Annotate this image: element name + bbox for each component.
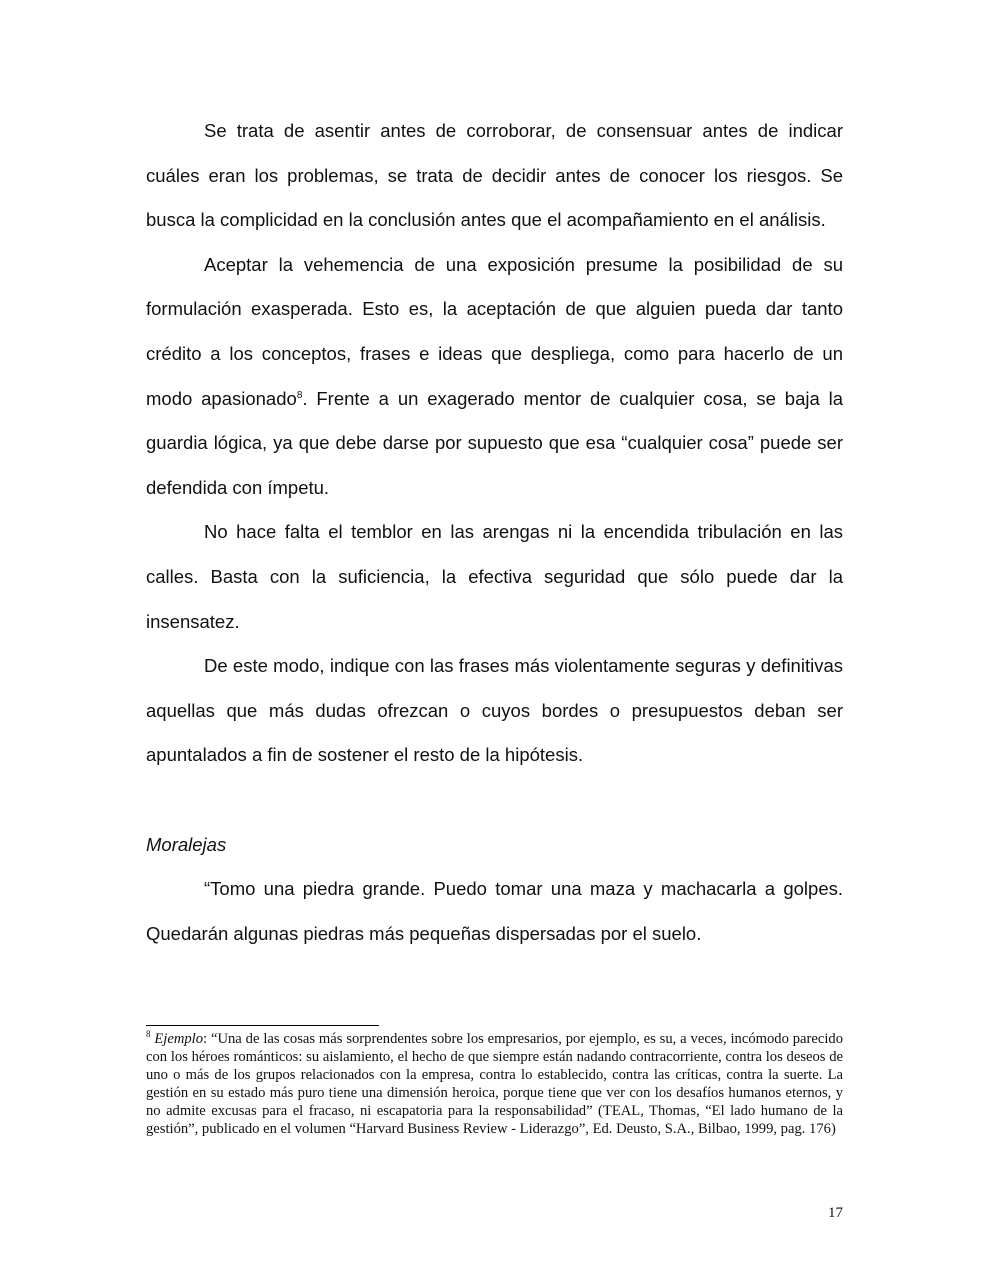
- paragraph-3-text: No hace falta el temblor en las arengas ni la encendida tribulación en las calles. Basta con la suficiencia, la efectiva seguridad que sólo puede dar la insensatez.: [146, 521, 843, 632]
- footnote-reference[interactable]: 8: [296, 389, 303, 401]
- section-heading: Moralejas: [146, 833, 227, 855]
- paragraph-2: [146, 243, 843, 511]
- quote-text: “Tomo una piedra grande. Puedo tomar una maza y machacarla a golpes. Quedarán algunas piedras más pequeñas dispersadas por el suelo.: [146, 878, 843, 944]
- body-text: [146, 109, 843, 956]
- page-number: 17: [828, 1205, 843, 1221]
- paragraph-3: [146, 510, 843, 644]
- paragraph-4: [146, 644, 843, 778]
- quote-paragraph: [146, 867, 843, 956]
- footnote-text: : “Una de las cosas más sorprendentes sobre los empresarios, por ejemplo, es su, a veces, incómodo parecido con los héroes románticos: su aislamiento, el hecho de que siempre están nadando contracorriente, contra los deseos de uno o más de los grupos relacionados con la empresa, contra lo establecido, contra las críticas, contra la suerte. La gestión en su estado más puro tiene una dimensión heroica, porque tiene que ver con los desafíos humanos eternos, y no admite excusas para el fracaso, ni escapatoria para la responsabilidad” (TEAL, Thomas, “El lado humano de la gestión”, publicado en el volumen “Harvard Business Review - Liderazgo”, Ed. Deusto, S.A., Bilbao, 1999, pag. 176): [146, 1031, 843, 1138]
- paragraph-4-text: De este modo, indique con las frases más violentamente seguras y definitivas aquellas que más dudas ofrezcan o cuyos bordes o presupuestos deban ser apuntalados a fin de sostener el resto de la hipótesis.: [146, 655, 843, 766]
- paragraph-1-text: Se trata de asentir antes de corroborar, de consensuar antes de indicar cuáles eran los problemas, se trata de decidir antes de conocer los riesgos. Se busca la complicidad en la conclusión antes que el acompañamiento en el análisis.: [146, 120, 843, 231]
- footnote-separator: [146, 1025, 379, 1026]
- paragraph-2-text-start: Aceptar la vehemencia de una exposición presume la posibilidad de su formulación exasperada. Esto es, la aceptación de que alguien pueda dar tanto crédito a los conceptos, frases e ideas que despliega, como para hacerlo de un modo apasionado: [146, 253, 843, 409]
- footnote-number: 8: [146, 1029, 151, 1040]
- footnote: [146, 1030, 843, 1139]
- footnote-label: Ejemplo: [154, 1031, 204, 1047]
- paragraph-1: [146, 109, 843, 243]
- paragraph-2-text-end: . Frente a un exagerado mentor de cualquier cosa, se baja la guardia lógica, ya que debe darse por supuesto que esa “cualquier cosa” puede ser defendida con ímpetu.: [146, 387, 844, 498]
